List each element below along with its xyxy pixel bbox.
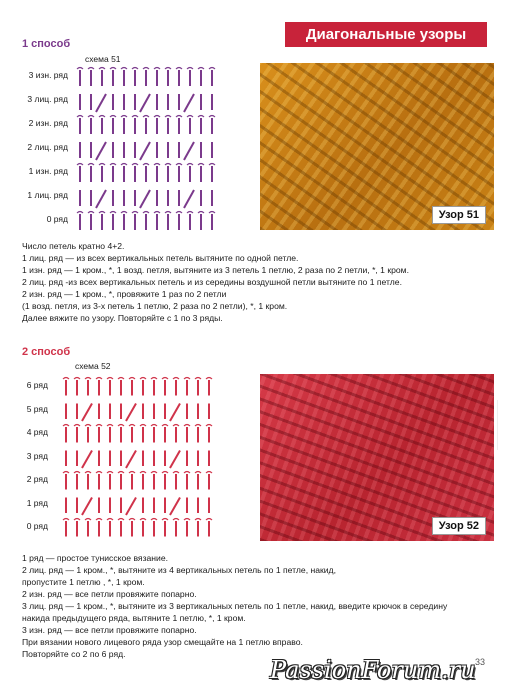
stitch-tilde xyxy=(129,378,135,380)
stitch-tilde xyxy=(143,116,149,118)
stitch-tilde xyxy=(129,472,135,474)
schema-row-label: 1 изн. ряд xyxy=(28,166,68,176)
stitch-tilde xyxy=(63,519,69,521)
stitch-tilde xyxy=(143,164,149,166)
stitch-tilde xyxy=(85,425,91,427)
stitch-tilde xyxy=(96,425,102,427)
instruction-line: Повторяйте со 2 по 6 ряд. xyxy=(22,649,126,659)
stitch-tilde xyxy=(173,425,179,427)
stitch-tilde xyxy=(209,164,215,166)
stitch-tilde xyxy=(184,519,190,521)
stitch-tilde xyxy=(74,472,80,474)
stitch-tilde xyxy=(162,519,168,521)
stitch-diagonal xyxy=(126,451,136,469)
stitch-tilde xyxy=(184,425,190,427)
stitch-tilde xyxy=(99,164,105,166)
stitch-tilde xyxy=(162,472,168,474)
stitch-diagonal xyxy=(170,451,180,469)
stitch-diagonal xyxy=(184,142,194,160)
stitch-tilde xyxy=(110,164,116,166)
instruction-line: Далее вяжите по узору. Повторяйте с 1 по 3 ряды. xyxy=(22,313,223,323)
stitch-tilde xyxy=(96,472,102,474)
method-2-instructions xyxy=(22,552,447,660)
stitch-tilde xyxy=(118,425,124,427)
stitch-tilde xyxy=(63,425,69,427)
stitch-tilde xyxy=(162,425,168,427)
stitch-tilde xyxy=(206,472,212,474)
stitch-tilde xyxy=(77,116,83,118)
instruction-line: пропустите 1 петлю , *, 1 кром. xyxy=(22,577,145,587)
stitch-tilde xyxy=(165,164,171,166)
stitch-tilde xyxy=(121,212,127,214)
schema-row-label: 0 ряд xyxy=(46,214,68,224)
instruction-line: 1 ряд — простое тунисское вязание. xyxy=(22,553,169,563)
instruction-line: 2 лиц. ряд — 1 кром., *, вытяните из 4 вертикальных петель по 1 петле, накид, xyxy=(22,565,336,575)
instruction-line: Число петель кратно 4+2. xyxy=(22,241,125,251)
stitch-tilde xyxy=(176,212,182,214)
stitch-tilde xyxy=(187,212,193,214)
stitch-tilde xyxy=(110,212,116,214)
stitch-tilde xyxy=(206,519,212,521)
stitch-tilde xyxy=(165,212,171,214)
stitch-tilde xyxy=(140,472,146,474)
stitch-diagonal xyxy=(140,142,150,160)
stitch-diagonal xyxy=(170,498,180,516)
stitch-tilde xyxy=(121,68,127,70)
stitch-diagonal xyxy=(82,451,92,469)
stitch-tilde xyxy=(151,519,157,521)
stitch-tilde xyxy=(74,425,80,427)
stitch-tilde xyxy=(187,68,193,70)
stitch-tilde xyxy=(129,519,135,521)
stitch-tilde xyxy=(154,212,160,214)
stitch-diagonal xyxy=(170,404,180,422)
stitch-tilde xyxy=(173,519,179,521)
instruction-line: накида предыдущего ряда, вытяните 1 петлю, *, 1 кром. xyxy=(22,613,246,623)
stitch-diagonal xyxy=(140,94,150,112)
stitch-tilde xyxy=(151,472,157,474)
stitch-tilde xyxy=(184,378,190,380)
stitch-tilde xyxy=(85,378,91,380)
schema-row-label: 2 ряд xyxy=(26,474,48,484)
schema-row-label: 4 ряд xyxy=(26,427,48,437)
stitch-tilde xyxy=(118,378,124,380)
stitch-diagonal xyxy=(82,498,92,516)
stitch-tilde xyxy=(165,68,171,70)
instruction-line: 1 лиц. ряд — из всех вертикальных петель вытяните по одной петле. xyxy=(22,253,299,263)
stitch-tilde xyxy=(206,425,212,427)
stitch-tilde xyxy=(143,212,149,214)
stitch-diagonal xyxy=(184,94,194,112)
schema-51-label: схема 51 xyxy=(85,54,121,64)
stitch-tilde xyxy=(198,164,204,166)
stitch-tilde xyxy=(121,116,127,118)
stitch-tilde xyxy=(121,164,127,166)
stitch-tilde xyxy=(99,212,105,214)
stitch-tilde xyxy=(99,116,105,118)
stitch-tilde xyxy=(85,472,91,474)
stitch-tilde xyxy=(107,519,113,521)
stitch-diagonal xyxy=(140,190,150,208)
pattern-52-photo xyxy=(260,374,494,541)
stitch-tilde xyxy=(187,116,193,118)
stitch-tilde xyxy=(129,425,135,427)
page-title: Диагональные узоры xyxy=(285,22,487,47)
stitch-tilde xyxy=(74,378,80,380)
stitch-diagonal xyxy=(96,94,106,112)
stitch-diagonal xyxy=(126,404,136,422)
stitch-tilde xyxy=(176,68,182,70)
stitch-tilde xyxy=(74,519,80,521)
stitch-tilde xyxy=(107,425,113,427)
stitch-tilde xyxy=(198,212,204,214)
instruction-line: При вязании нового лицевого ряда узор смещайте на 1 петлю вправо. xyxy=(22,637,303,647)
pattern-51-photo xyxy=(260,63,494,230)
stitch-tilde xyxy=(88,212,94,214)
stitch-tilde xyxy=(77,164,83,166)
pattern-51-label: Узор 51 xyxy=(432,206,486,224)
stitch-diagonal xyxy=(82,404,92,422)
stitch-tilde xyxy=(96,519,102,521)
stitch-tilde xyxy=(187,164,193,166)
stitch-tilde xyxy=(173,472,179,474)
stitch-tilde xyxy=(151,425,157,427)
stitch-tilde xyxy=(195,378,201,380)
stitch-tilde xyxy=(85,519,91,521)
stitch-tilde xyxy=(195,425,201,427)
stitch-diagonal xyxy=(96,142,106,160)
stitch-tilde xyxy=(173,378,179,380)
stitch-tilde xyxy=(77,68,83,70)
stitch-tilde xyxy=(63,472,69,474)
stitch-tilde xyxy=(176,116,182,118)
stitch-tilde xyxy=(198,116,204,118)
watermark: PassionForum.ru xyxy=(270,656,476,684)
instruction-line: 3 изн. ряд — все петли провяжите попарно. xyxy=(22,625,197,635)
stitch-tilde xyxy=(140,519,146,521)
schema-row-label: 2 изн. ряд xyxy=(28,118,68,128)
stitch-tilde xyxy=(176,164,182,166)
stitch-diagonal xyxy=(184,190,194,208)
stitch-tilde xyxy=(143,68,149,70)
schema-51-chart xyxy=(74,62,224,237)
stitch-diagonal xyxy=(126,498,136,516)
instruction-line: (1 возд. петля, из 3-х петель 1 петлю, 2 раза по 2 петли), *, 1 кром. xyxy=(22,301,288,311)
stitch-tilde xyxy=(132,164,138,166)
schema-row-label: 1 ряд xyxy=(26,497,48,508)
instruction-line: 2 изн. ряд — все петли провяжите попарно. xyxy=(22,589,197,599)
instruction-line: 2 изн. ряд — 1 кром., *, провяжите 1 раз по 2 петли xyxy=(22,289,227,299)
stitch-tilde xyxy=(209,68,215,70)
schema-row-label: 3 изн. ряд xyxy=(28,70,68,80)
instruction-line: 3 лиц. ряд — 1 кром., *, вытяните из 3 вертикальных петель по 1 петле, накид, введите крючок в середину xyxy=(22,601,448,611)
method-2-heading: 2 способ xyxy=(22,346,71,358)
stitch-tilde xyxy=(195,519,201,521)
schema-52-chart xyxy=(60,372,225,542)
instruction-line: 1 изн. ряд — 1 кром., *, 1 возд. петля, вытяните из 3 петель 1 петлю, 2 раза по 2 петли, *, 1 кром. xyxy=(22,265,409,275)
stitch-tilde xyxy=(107,472,113,474)
stitch-tilde xyxy=(118,472,124,474)
schema-row-label: 1 лиц. ряд xyxy=(27,190,68,200)
stitch-tilde xyxy=(110,68,116,70)
stitch-tilde xyxy=(107,378,113,380)
stitch-tilde xyxy=(140,425,146,427)
stitch-tilde xyxy=(118,519,124,521)
schema-row-label: 3 ряд xyxy=(26,450,48,461)
stitch-tilde xyxy=(110,116,116,118)
stitch-tilde xyxy=(154,164,160,166)
stitch-diagonal xyxy=(96,190,106,208)
stitch-tilde xyxy=(63,378,69,380)
stitch-tilde xyxy=(165,116,171,118)
stitch-tilde xyxy=(132,68,138,70)
stitch-tilde xyxy=(154,68,160,70)
schema-row-label: 5 ряд xyxy=(26,403,48,414)
stitch-tilde xyxy=(198,68,204,70)
stitch-tilde xyxy=(184,472,190,474)
stitch-tilde xyxy=(132,212,138,214)
stitch-tilde xyxy=(96,378,102,380)
schema-52-label: схема 52 xyxy=(75,361,111,371)
stitch-tilde xyxy=(195,472,201,474)
divider xyxy=(497,400,498,450)
schema-row-label: 6 ряд xyxy=(26,380,48,390)
stitch-tilde xyxy=(151,378,157,380)
stitch-tilde xyxy=(140,378,146,380)
stitch-tilde xyxy=(154,116,160,118)
stitch-tilde xyxy=(209,212,215,214)
page-number: 33 xyxy=(475,657,486,667)
stitch-tilde xyxy=(99,68,105,70)
stitch-tilde xyxy=(162,378,168,380)
schema-row-label: 3 лиц. ряд xyxy=(27,94,68,104)
stitch-tilde xyxy=(88,68,94,70)
pattern-52-label: Узор 52 xyxy=(432,517,486,535)
stitch-tilde xyxy=(77,212,83,214)
schema-row-label: 2 лиц. ряд xyxy=(27,142,68,152)
stitch-tilde xyxy=(132,116,138,118)
method-1-instructions xyxy=(22,240,409,324)
stitch-tilde xyxy=(88,164,94,166)
stitch-tilde xyxy=(88,116,94,118)
instruction-line: 2 лиц. ряд -из всех вертикальных петель и из середины воздушной петли вытяните по 1 петле. xyxy=(22,277,402,287)
method-1-heading: 1 способ xyxy=(22,38,71,50)
schema-row-label: 0 ряд xyxy=(26,521,48,531)
stitch-tilde xyxy=(209,116,215,118)
stitch-tilde xyxy=(206,378,212,380)
